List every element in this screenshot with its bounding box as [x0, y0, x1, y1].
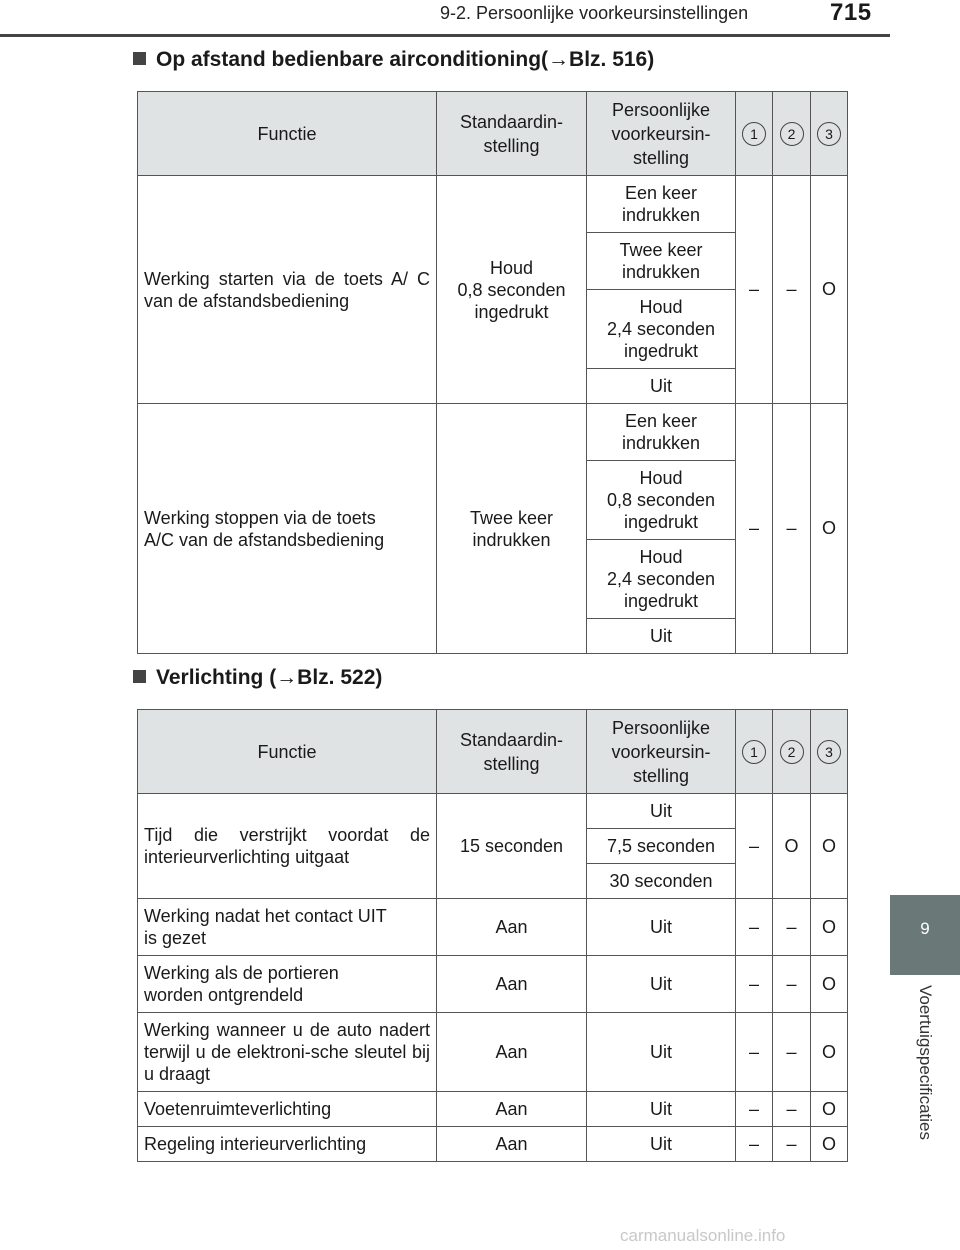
mark-cell: – — [736, 794, 773, 899]
default-cell: Aan — [437, 956, 587, 1013]
custom-cell: Uit — [587, 1092, 736, 1127]
mark-cell: – — [736, 956, 773, 1013]
table-header-row — [138, 92, 848, 176]
default-cell: Aan — [437, 1013, 587, 1092]
custom-cell: Uit — [587, 899, 736, 956]
table-row — [138, 899, 848, 956]
option-cell: Houd 2,4 seconden ingedrukt — [587, 290, 736, 369]
option-cell: Een keer indrukken — [587, 404, 736, 461]
function-cell: Voetenruimteverlichting — [138, 1092, 437, 1127]
default-cell: Aan — [437, 1127, 587, 1162]
circled-2-icon: 2 — [780, 740, 804, 764]
mark-cell: O — [811, 1127, 848, 1162]
mark-cell: – — [736, 176, 773, 404]
mark-cell: – — [773, 176, 811, 404]
header-col-3 — [811, 92, 848, 176]
table-row — [138, 1127, 848, 1162]
circled-1-icon: 1 — [742, 122, 766, 146]
mark-cell: O — [811, 1092, 848, 1127]
mark-cell: O — [811, 176, 848, 404]
header-default: Standaardin- stelling — [437, 92, 587, 176]
header-divider — [0, 34, 890, 37]
header-col-1 — [736, 710, 773, 794]
default-cell: 15 seconden — [437, 794, 587, 899]
mark-cell: – — [736, 1127, 773, 1162]
option-cell: Houd 0,8 seconden ingedrukt — [587, 461, 736, 540]
chapter-label: Voertuigspecificaties — [916, 985, 935, 1140]
mark-cell: O — [811, 899, 848, 956]
header-function: Functie — [138, 92, 437, 176]
function-cell: Werking starten via de toets A/ C van de afstandsbediening — [138, 176, 437, 404]
mark-cell: – — [736, 1013, 773, 1092]
function-cell: Werking wanneer u de auto nadert terwijl u de elektroni-sche sleutel bij u draagt — [138, 1013, 437, 1092]
option-cell: Twee keer indrukken — [587, 233, 736, 290]
mark-cell: – — [773, 956, 811, 1013]
custom-cell: Uit — [587, 1127, 736, 1162]
section2-title: Verlichting (→Blz. 522) — [133, 666, 382, 690]
mark-cell: O — [811, 956, 848, 1013]
header-col-1 — [736, 92, 773, 176]
option-cell: Uit — [587, 619, 736, 654]
mark-cell: O — [811, 1013, 848, 1092]
section2-table — [137, 709, 848, 1162]
function-cell: Werking nadat het contact UIT is gezet — [138, 899, 437, 956]
function-cell: Tijd die verstrijkt voordat de interieurverlichting uitgaat — [138, 794, 437, 899]
circled-3-icon: 3 — [817, 122, 841, 146]
header-col-2 — [773, 92, 811, 176]
watermark-text: carmanualsonline.info — [620, 1226, 786, 1245]
header-default: Standaardin- stelling — [437, 710, 587, 794]
option-cell: Houd 2,4 seconden ingedrukt — [587, 540, 736, 619]
mark-cell: O — [811, 794, 848, 899]
custom-cell: Uit — [587, 956, 736, 1013]
table-row — [138, 1013, 848, 1092]
mark-cell: – — [773, 404, 811, 654]
default-cell: Houd 0,8 seconden ingedrukt — [437, 176, 587, 404]
circled-3-icon: 3 — [817, 740, 841, 764]
section1-table — [137, 91, 848, 654]
function-cell: Werking als de portieren worden ontgrendeld — [138, 956, 437, 1013]
option-cell: Uit — [587, 794, 736, 829]
header-function: Functie — [138, 710, 437, 794]
circled-1-icon: 1 — [742, 740, 766, 764]
mark-cell: – — [773, 1127, 811, 1162]
mark-cell: – — [773, 899, 811, 956]
table-row — [138, 956, 848, 1013]
function-cell: Werking stoppen via de toets A/C van de afstandsbediening — [138, 404, 437, 654]
mark-cell: – — [773, 1013, 811, 1092]
mark-cell: – — [736, 404, 773, 654]
square-bullet-icon — [133, 670, 146, 683]
table-row — [138, 1092, 848, 1127]
option-cell: 7,5 seconden — [587, 829, 736, 864]
chapter-number: 9 — [920, 919, 930, 938]
page-header — [0, 0, 960, 38]
custom-cell: Uit — [587, 1013, 736, 1092]
default-cell: Aan — [437, 1092, 587, 1127]
header-col-2 — [773, 710, 811, 794]
default-cell: Twee keer indrukken — [437, 404, 587, 654]
mark-cell: – — [736, 1092, 773, 1127]
option-cell: 30 seconden — [587, 864, 736, 899]
option-cell: Een keer indrukken — [587, 176, 736, 233]
section-heading: 9-2. Persoonlijke voorkeursinstellingen — [440, 3, 749, 23]
option-cell: Uit — [587, 369, 736, 404]
section1-title: Op afstand bedienbare airconditioning(→Blz. 516) — [133, 48, 654, 72]
table-row — [138, 794, 848, 829]
chapter-tab — [890, 895, 960, 975]
header-col-3 — [811, 710, 848, 794]
table-header-row — [138, 710, 848, 794]
circled-2-icon: 2 — [780, 122, 804, 146]
header-custom: Persoonlijke voorkeursin- stelling — [587, 710, 736, 794]
page-number: 715 — [830, 0, 872, 26]
mark-cell: O — [811, 404, 848, 654]
table-row — [138, 404, 848, 461]
header-custom: Persoonlijke voorkeursin- stelling — [587, 92, 736, 176]
table-row — [138, 176, 848, 233]
default-cell: Aan — [437, 899, 587, 956]
mark-cell: – — [736, 899, 773, 956]
mark-cell: O — [773, 794, 811, 899]
mark-cell: – — [773, 1092, 811, 1127]
square-bullet-icon — [133, 52, 146, 65]
function-cell: Regeling interieurverlichting — [138, 1127, 437, 1162]
